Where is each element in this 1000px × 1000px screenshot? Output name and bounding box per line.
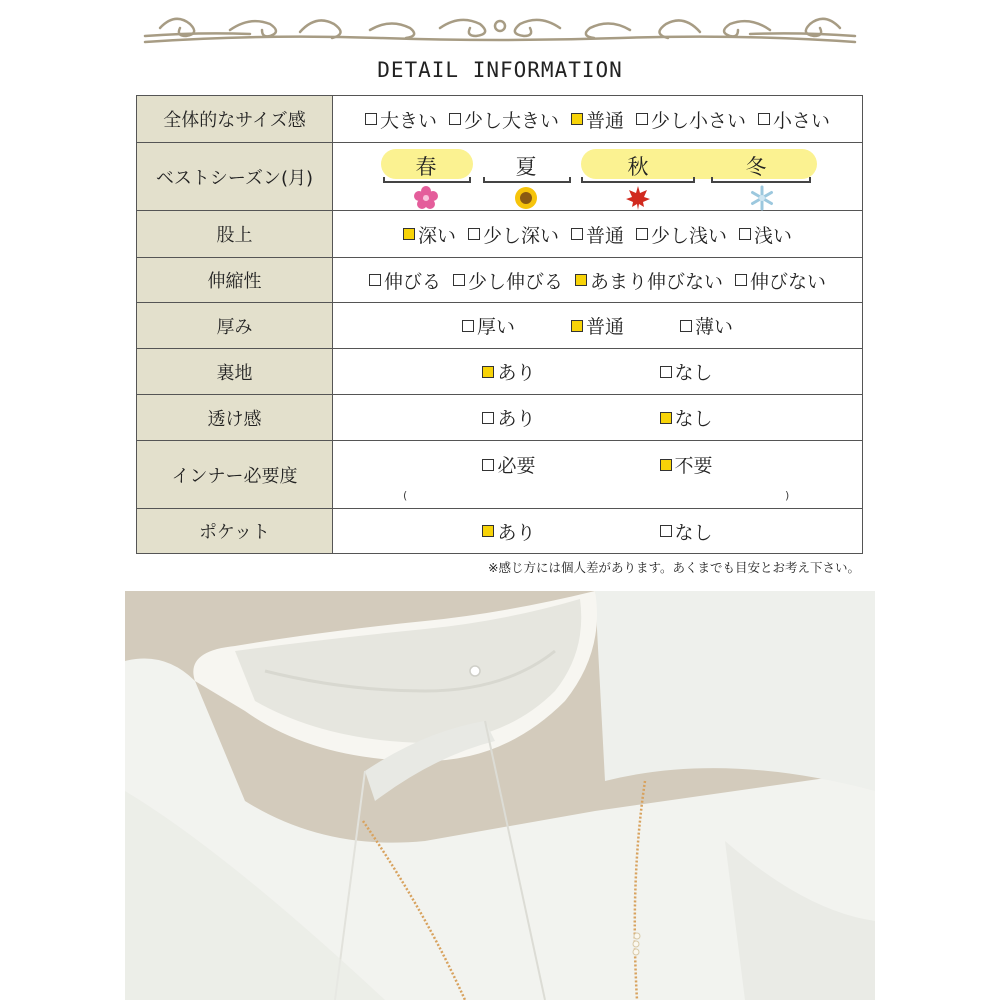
option: 必要	[482, 451, 535, 478]
checkbox	[739, 228, 751, 240]
season-bracket	[483, 181, 571, 183]
row-label: 全体的なサイズ感	[137, 96, 333, 143]
snowflake-icon	[749, 185, 775, 211]
season-summer: 夏	[515, 155, 537, 179]
row-label: 股上	[137, 211, 333, 258]
row-label: 伸縮性	[137, 258, 333, 303]
option: 普通	[571, 312, 624, 339]
checkbox	[462, 320, 474, 332]
option: あまり伸びない	[575, 267, 723, 294]
season-autumn: 秋	[627, 155, 649, 179]
row-label: ポケット	[137, 509, 333, 554]
checkbox-checked	[571, 320, 583, 332]
flower-icon	[413, 185, 439, 211]
option: 大きい	[365, 106, 437, 133]
row-label: 透け感	[137, 395, 333, 441]
option: あり	[482, 358, 535, 385]
option: 伸びない	[735, 267, 826, 294]
season-chart	[381, 149, 819, 209]
season-bracket	[383, 181, 471, 183]
option: 浅い	[739, 221, 792, 248]
checkbox	[758, 113, 770, 125]
row-label: ベストシーズン(月)	[137, 143, 333, 211]
table-row	[137, 211, 863, 258]
table-row	[137, 143, 863, 211]
option: 伸びる	[369, 267, 441, 294]
detail-table	[136, 95, 863, 554]
checkbox-checked	[403, 228, 415, 240]
season-winter: 冬	[745, 155, 767, 179]
option: あり	[482, 518, 535, 545]
season-spring: 春	[415, 155, 437, 179]
option: 薄い	[680, 312, 733, 339]
row-label: インナー必要度	[137, 441, 333, 509]
checkbox	[735, 274, 747, 286]
checkbox	[453, 274, 465, 286]
checkbox-checked	[482, 366, 494, 378]
checkbox	[680, 320, 692, 332]
option: 少し小さい	[636, 106, 746, 133]
size-options	[333, 106, 862, 133]
inner-options	[333, 441, 862, 478]
option: 厚い	[462, 312, 515, 339]
option: 少し浅い	[636, 221, 727, 248]
checkbox	[636, 113, 648, 125]
row-label: 裏地	[137, 349, 333, 395]
maple-leaf-icon	[625, 185, 651, 211]
checkbox-checked	[575, 274, 587, 286]
sunflower-icon	[513, 185, 539, 211]
option: なし	[660, 358, 713, 385]
rise-options	[333, 221, 862, 248]
note-paren-close: )	[785, 489, 790, 502]
sheerness-options	[333, 404, 862, 431]
checkbox	[636, 228, 648, 240]
option: なし	[660, 518, 713, 545]
table-row	[137, 441, 863, 509]
checkbox-checked	[660, 412, 672, 424]
checkbox	[449, 113, 461, 125]
table-row	[137, 303, 863, 349]
table-row	[137, 509, 863, 554]
checkbox	[660, 525, 672, 537]
thickness-options	[333, 312, 862, 339]
table-row	[137, 349, 863, 395]
option: 少し大きい	[449, 106, 559, 133]
option: なし	[660, 404, 713, 431]
option: 少し伸びる	[453, 267, 563, 294]
checkbox	[369, 274, 381, 286]
checkbox	[571, 228, 583, 240]
section-title: DETAIL INFORMATION	[377, 58, 623, 82]
option: 小さい	[758, 106, 830, 133]
decorative-ornament	[140, 8, 860, 48]
season-bracket	[711, 181, 811, 183]
option: あり	[482, 404, 535, 431]
option: 深い	[403, 221, 456, 248]
checkbox	[482, 459, 494, 471]
checkbox-checked	[571, 113, 583, 125]
option: 少し深い	[468, 221, 559, 248]
checkbox-checked	[482, 525, 494, 537]
option: 普通	[571, 106, 624, 133]
stretch-options	[333, 267, 862, 294]
pocket-options	[333, 518, 862, 545]
disclaimer-note: ※感じ方には個人差があります。あくまでも目安とお考え下さい。	[488, 560, 860, 575]
checkbox	[468, 228, 480, 240]
table-row	[137, 395, 863, 441]
option: 不要	[660, 451, 713, 478]
season-bracket	[581, 181, 695, 183]
row-label: 厚み	[137, 303, 333, 349]
product-photo	[125, 591, 875, 1000]
checkbox	[660, 366, 672, 378]
note-paren-open: (	[403, 489, 408, 502]
table-row	[137, 96, 863, 143]
checkbox	[365, 113, 377, 125]
option: 普通	[571, 221, 624, 248]
table-row	[137, 258, 863, 303]
checkbox	[482, 412, 494, 424]
lining-options	[333, 358, 862, 385]
checkbox-checked	[660, 459, 672, 471]
